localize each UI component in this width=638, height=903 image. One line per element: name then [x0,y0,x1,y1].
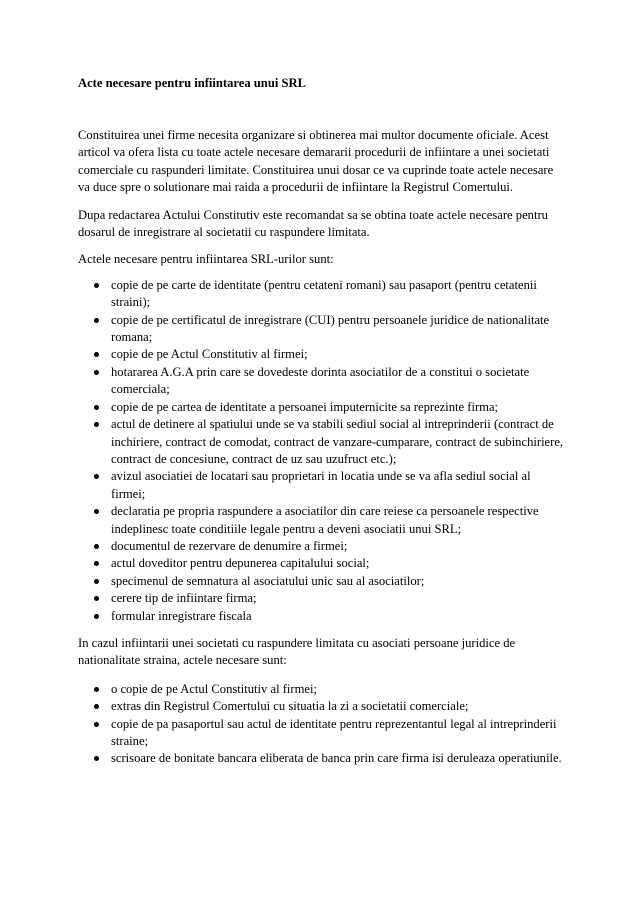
bullet-icon [94,474,99,479]
list-item-text: copie de pa pasaportul sau actul de identitate pentru reprezentantul legal al intreprinderii straine; [111,716,557,748]
list-item [78,681,564,698]
list-item [78,416,564,468]
intro-paragraph: Constituirea unei firme necesita organizare si obtinerea mai multor documente oficiale. Acest articol va ofera lista cu toate actele necesare demararii procedurii de infiintare a unei societati comerciale cu raspunderi limitate. Constituirea unui dosar ce va cuprinde toate actele necesare va duce spre o solutionare mai raida a procedurii de infiintare la Registrul Comertului. [78,128,554,195]
list-item [78,608,564,625]
list-item [78,555,564,572]
list-item-text: specimenul de semnatura al asociatului unic sau al asociatilor; [111,573,425,588]
list-item [78,277,564,312]
bullet-icon [94,579,99,584]
bullet-icon [94,352,99,357]
bullet-icon [94,283,99,288]
paragraph-2: Dupa redactarea Actului Constitutiv este recomandat sa se obtina toate actele necesare pentru dosarul de inregistrare al societatii cu raspundere limitata. [78,207,548,240]
list-item-text: actul doveditor pentru depunerea capitalului social; [111,556,370,571]
list-item [78,590,564,607]
bullet-icon [94,561,99,566]
list-item [78,346,564,363]
bullet-icon [94,509,99,514]
list-item [78,364,564,399]
list-item-text: copie de pe cartea de identitate a persoanei imputernicite sa reprezinte firma; [111,399,499,414]
list-item-text: copie de pe carte de identitate (pentru cetateni romani) sau pasaport (pentru cetatenii straini); [111,277,537,310]
list-item-text: copie de pe certificatul de inregistrare (CUI) pentru persoanele juridice de nationalitate romana; [111,312,550,345]
list-item [78,698,564,715]
list-item-text: scrisoare de bonitate bancara eliberata de banca prin care firma isi deruleaza operatiunile. [111,751,562,766]
list-item [78,573,564,590]
document-title: Acte necesare pentru infiintarea unui SRL [78,76,306,90]
required-documents-list [78,277,564,625]
bullet-icon [94,318,99,323]
bullet-icon [94,704,99,709]
list-item [78,538,564,555]
list-item-text: formular inregistrare fiscala [111,608,252,623]
list-item [78,716,564,751]
document-page [78,75,564,768]
bullet-icon [94,544,99,549]
bullet-icon [94,756,99,761]
list-item [78,503,564,538]
list-item-text: declaratia pe propria raspundere a asociatilor din care reiese ca persoanele respective indeplinesc toate conditiile legale pentru a deveni asociatii unui SRL; [111,504,539,536]
list-item [78,468,564,503]
paragraph-4: In cazul infiintarii unei societati cu raspundere limitata cu asociati persoane juridice de nationalitate straina, actele necesare sunt: [78,635,516,668]
list-item [78,312,564,347]
list-item-text: documentul de rezervare de denumire a firmei; [111,538,348,553]
list-item-text: actul de detinere al spatiului unde se va stabili sediul social al intreprinderii (contract de inchiriere, contract de comodat, contract de vanzare-cumparare, contract de subinchiriere, contract de concesiune, contract de uz sau uzufruct etc.); [111,417,564,466]
bullet-icon [94,687,99,692]
bullet-icon [94,370,99,375]
list-item-text: o copie de pe Actul Constitutiv al firmei; [111,681,318,696]
bullet-icon [94,422,99,427]
list-item-text: cerere tip de infiintare firma; [111,591,257,606]
paragraph-3: Actele necesare pentru infiintarea SRL-urilor sunt: [78,252,334,267]
bullet-icon [94,405,99,410]
list-item-text: extras din Registrul Comertului cu situatia la zi a societatii comerciale; [111,699,469,714]
bullet-icon [94,722,99,727]
list-item [78,399,564,416]
list-item-text: hotararea A.G.A prin care se dovedeste dorinta asociatilor de a constitui o societate comerciala; [111,364,530,397]
bullet-icon [94,614,99,619]
bullet-icon [94,596,99,601]
foreign-associates-documents-list [78,681,564,768]
list-item [78,750,564,767]
list-item-text: copie de pe Actul Constitutiv al firmei; [111,347,308,362]
list-item-text: avizul asociatiei de locatari sau proprietari in locatia unde se va afla sediul social al firmei; [111,469,531,501]
